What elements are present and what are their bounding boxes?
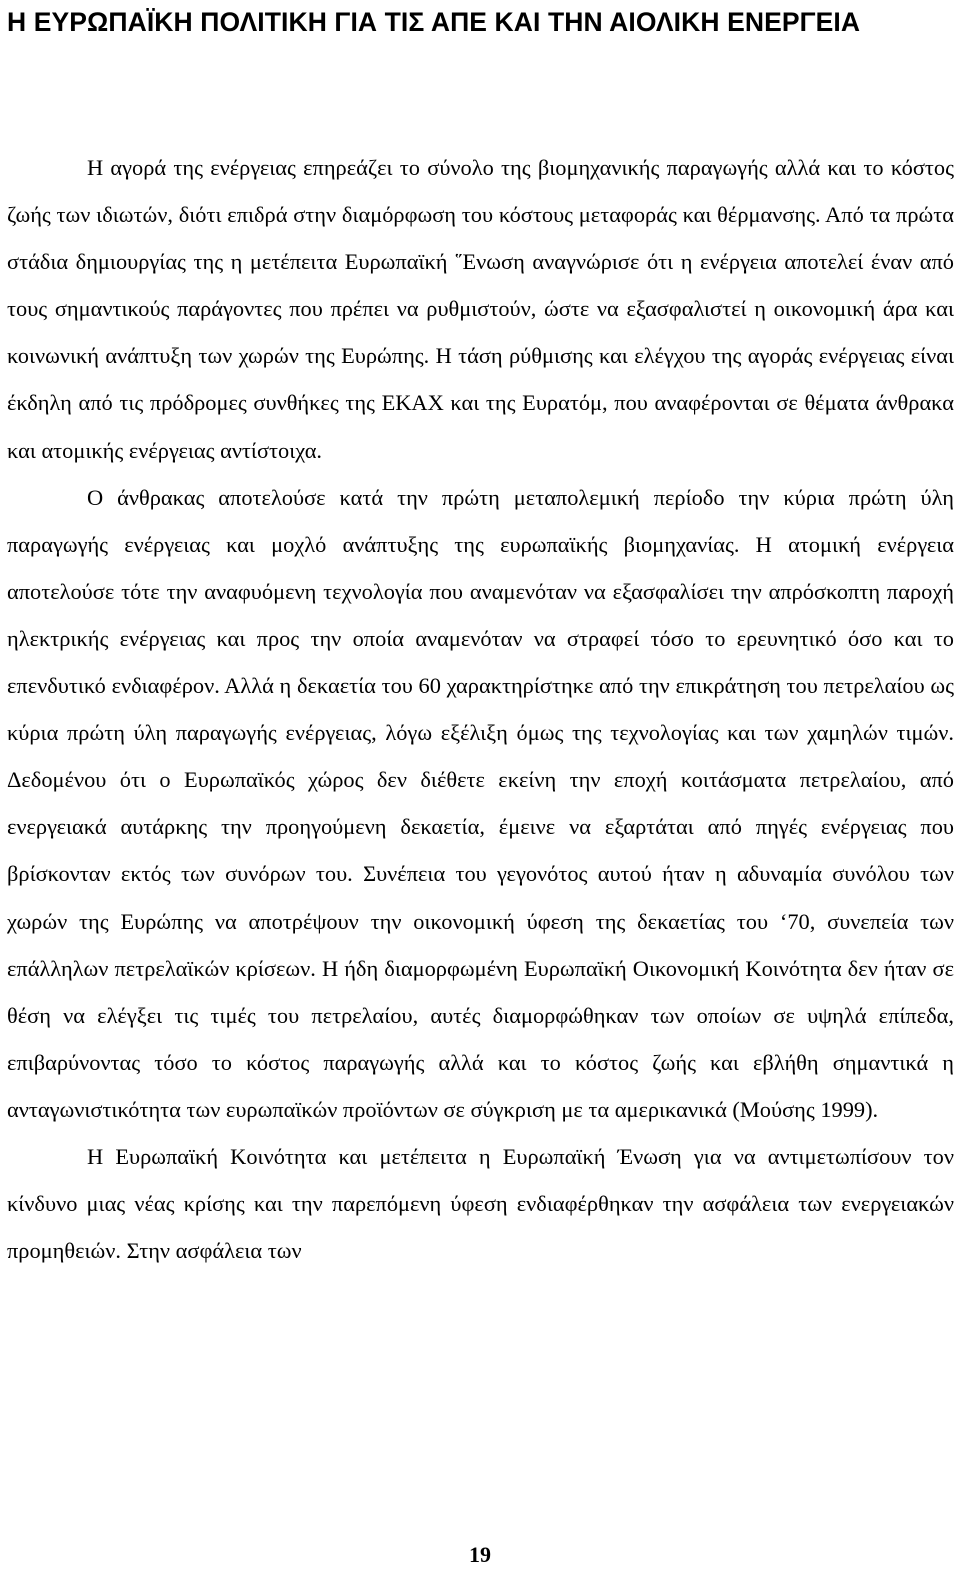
page-number: 19 (469, 1542, 491, 1567)
paragraph-1: Η αγορά της ενέργειας επηρεάζει το σύνολο της βιομηχανικής παραγωγής αλλά και το κόστος ζωής των ιδιωτών, διότι επιδρά στην διαμόρφωση του κόστους μεταφοράς και θέρμανσης. Από τα πρώτα στάδια δημιουργίας της η μετέπειτα Ευρωπαϊκή ῞Ενωση αναγνώρισε ότι η ενέργεια αποτελεί έναν από τους σημαντικούς παράγοντες που πρέπει να ρυθμιστούν, ώστε να εξασφαλιστεί η οικονομική άρα και κοινωνική ανάπτυξη των χωρών της Ευρώπης. Η τάση ρύθμισης και ελέγχου της αγοράς ενέργειας είναι έκδηλη από τις πρόδρομες συνθήκες της ΕΚΑΧ και της Ευρατόμ, που αναφέρονται σε θέματα άνθρακα και ατομικής ενέργειας αντίστοιχα. (7, 155, 954, 463)
section-heading: Η ΕΥΡΩΠΑΪΚΗ ΠΟΛΙΤΙΚΗ ΓΙΑ ΤΙΣ ΑΠΕ ΚΑΙ ΤΗΝ ΑΙΟΛΙΚΗ ΕΝΕΡΓΕΙΑ (7, 7, 861, 37)
body-text (7, 144, 954, 1274)
paragraph-2: Ο άνθρακας αποτελούσε κατά την πρώτη μεταπολεμική περίοδο την κύρια πρώτη ύλη παραγωγής ενέργειας και μοχλό ανάπτυξης της ευρωπαϊκής βιομηχανίας. Η ατομική ενέργεια αποτελούσε τότε την αναφυόμενη τεχνολογία που αναμενόταν να εξασφαλίσει την απρόσκοπτη παροχή ηλεκτρικής ενέργειας και προς την οποία αναμενόταν να στραφεί τόσο το ερευνητικό όσο και το επενδυτικό ενδιαφέρον. Αλλά η δεκαετία του 60 χαρακτηρίστηκε από την επικράτηση του πετρελαίου ως κύρια πρώτη ύλη παραγωγής ενέργειας, λόγω εξέλιξη όμως της τεχνολογίας και των χαμηλών τιμών. Δεδομένου ότι ο Ευρωπαϊκός χώρος δεν διέθετε εκείνη την εποχή κοιτάσματα πετρελαίου, από ενεργειακά αυτάρκης την προηγούμενη δεκαετία, έμεινε να εξαρτάται από πηγές ενέργειας που βρίσκονταν εκτός των συνόρων του. Συνέπεια του γεγονότος αυτού ήταν η αδυναμία συνόλου των χωρών της Ευρώπης να αποτρέψουν την οικονομική ύφεση της δεκαετίας του ‘70, συνεπεία των επάλληλων πετρελαϊκών κρίσεων. Η ήδη διαμορφωμένη Ευρωπαϊκή Οικονομική Κοινότητα δεν ήταν σε θέση να ελέγξει τις τιμές του πετρελαίου, αυτές διαμορφώθηκαν των οποίων σε υψηλά επίπεδα, επιβαρύνοντας τόσο το κόστος παραγωγής αλλά και το κόστος ζωής και εβλήθη σημαντικά η ανταγωνιστικότητα των ευρωπαϊκών προϊόντων σε σύγκριση με τα αμερικανικά (Μούσης 1999). (7, 484, 954, 1122)
paragraph-3: Η Ευρωπαϊκή Κοινότητα και μετέπειτα η Ευρωπαϊκή Ένωση για να αντιμετωπίσουν τον κίνδυνο μιας νέας κρίσης και την παρεπόμενη ύφεση ενδιαφέρθηκαν την ασφάλεια των ενεργειακών προμηθειών. Στην ασφάλεια των (7, 1143, 954, 1264)
